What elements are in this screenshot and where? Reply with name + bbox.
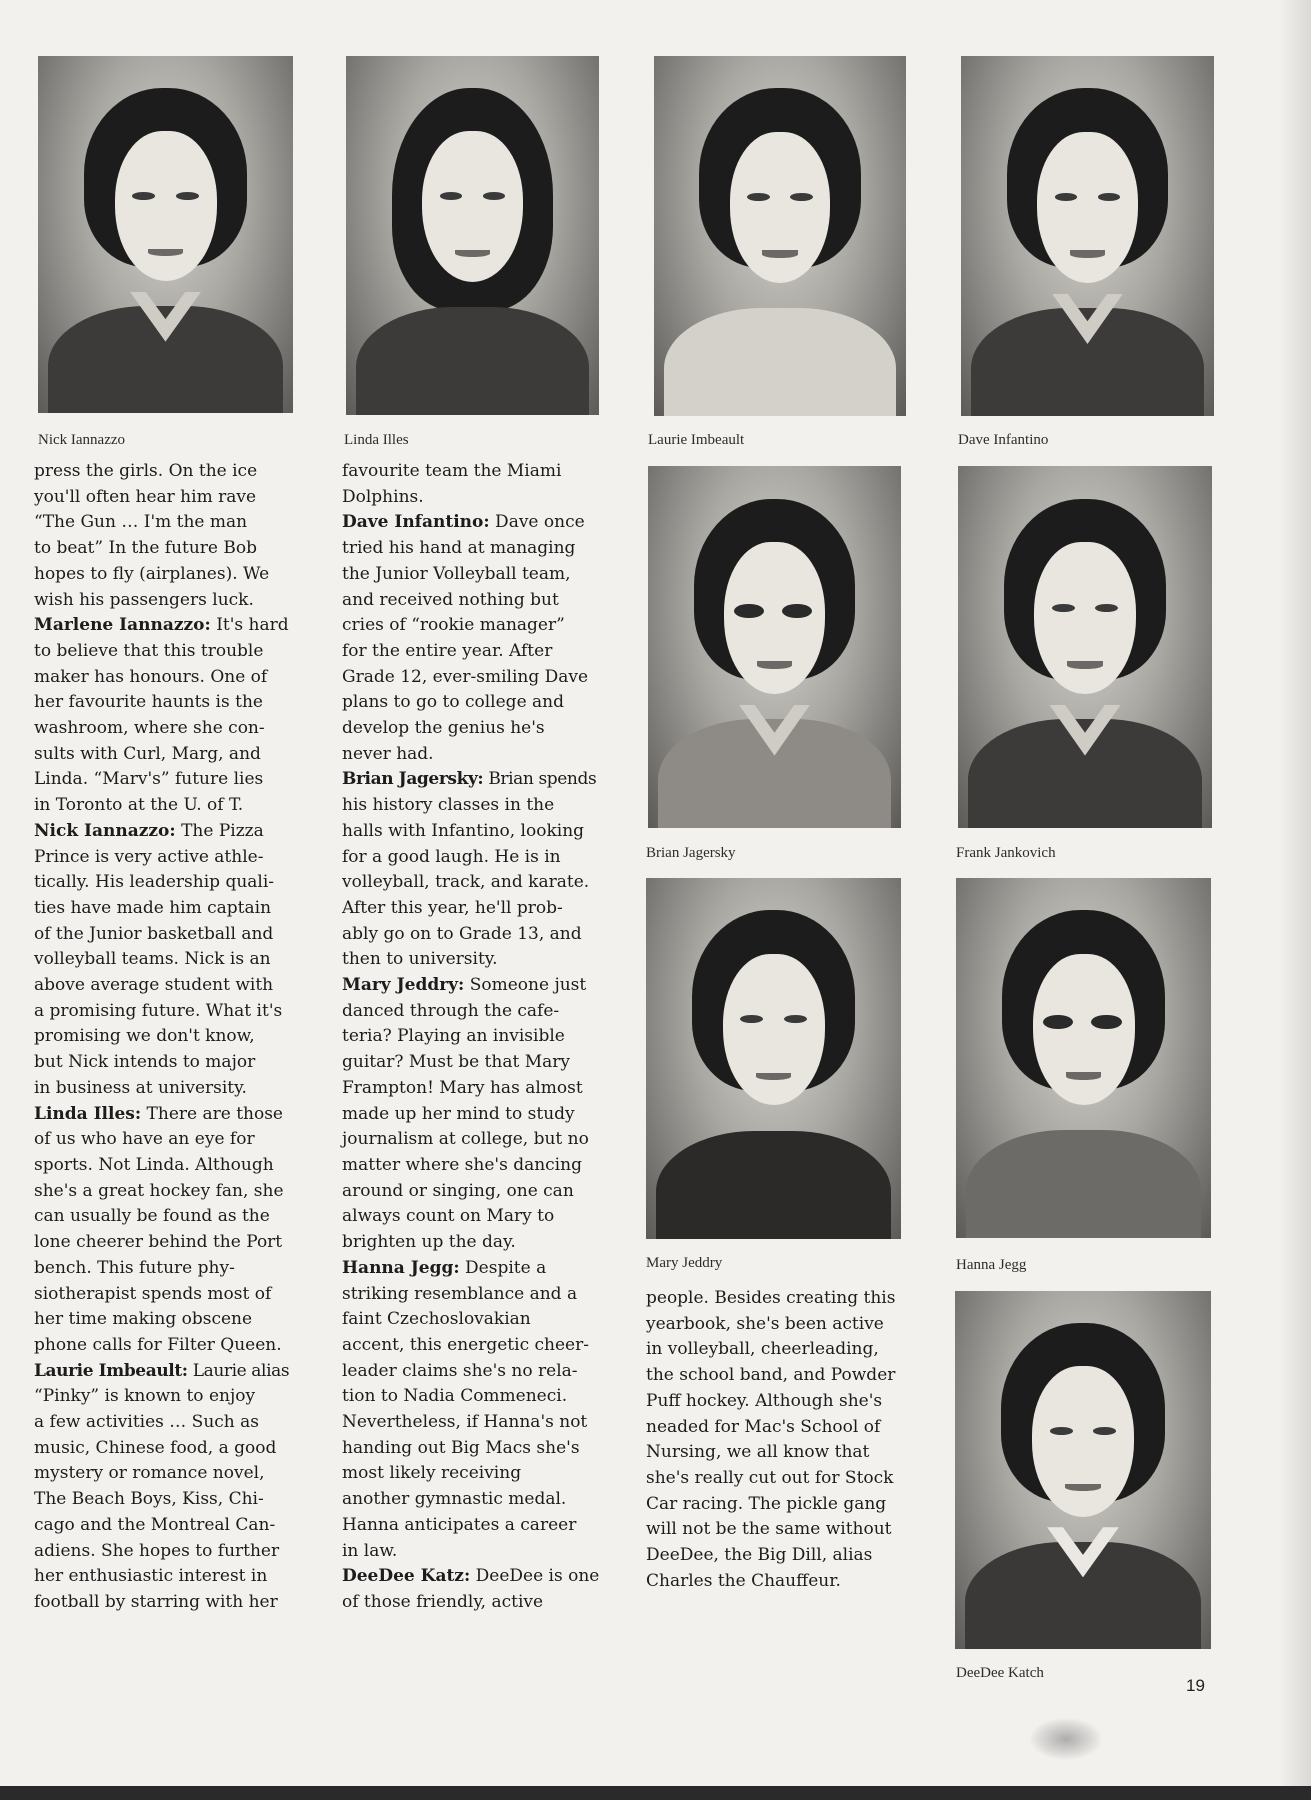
bio-line xyxy=(34,562,294,588)
bio-column-3 xyxy=(646,1286,906,1594)
bio-line xyxy=(342,1204,602,1230)
bio-text: favourite team the Miami xyxy=(342,461,562,481)
bio-text: “Pinky” is known to enjoy xyxy=(34,1386,256,1407)
bio-text: bench. This future phy- xyxy=(34,1257,235,1278)
bio-line xyxy=(342,1436,602,1462)
bio-text: to believe that this trouble xyxy=(34,640,264,661)
bio-line xyxy=(34,896,294,922)
bio-line xyxy=(342,1333,602,1359)
bio-text: another gymnastic medal. xyxy=(342,1489,567,1510)
bio-text: never had. xyxy=(342,743,434,764)
bio-line xyxy=(646,1440,906,1466)
bio-line xyxy=(342,1590,602,1616)
bio-text: volleyball, track, and karate. xyxy=(342,872,590,893)
bio-line xyxy=(646,1312,906,1338)
photo-caption: Brian Jagersky xyxy=(646,845,736,861)
ink-smudge xyxy=(1030,1718,1102,1760)
bio-text: “The Gun … I'm the man xyxy=(34,512,248,533)
bio-line xyxy=(34,613,294,639)
bio-line xyxy=(34,588,294,614)
bio-column-1 xyxy=(34,459,294,1616)
bio-line xyxy=(342,1307,602,1333)
bio-text: above average student with xyxy=(34,975,274,996)
bio-text: ties have made him captain xyxy=(34,897,272,918)
bio-line xyxy=(34,1024,294,1050)
bio-text: brighten up the day. xyxy=(342,1232,516,1253)
bio-line xyxy=(342,1282,602,1308)
bio-line xyxy=(342,1127,602,1153)
bio-line xyxy=(342,1410,602,1436)
student-name: Mary Jeddry: xyxy=(342,975,465,996)
bio-text: for a good laugh. He is in xyxy=(342,846,561,867)
bio-line xyxy=(34,922,294,948)
bio-line xyxy=(34,510,294,536)
bio-line xyxy=(342,793,602,819)
bio-column-2 xyxy=(342,459,602,1616)
bio-line xyxy=(342,613,602,639)
bio-text: she's really cut out for Stock xyxy=(646,1467,894,1488)
bio-line xyxy=(342,742,602,768)
bio-text: adiens. She hopes to further xyxy=(34,1540,280,1561)
bio-text: siotherapist spends most of xyxy=(34,1283,272,1304)
bio-line xyxy=(342,1359,602,1385)
bio-line xyxy=(34,536,294,562)
bio-line xyxy=(34,1127,294,1153)
bio-line xyxy=(342,1539,602,1565)
bio-line xyxy=(34,767,294,793)
bio-line xyxy=(342,459,602,485)
bio-line xyxy=(34,1307,294,1333)
bio-text: to beat” In the future Bob xyxy=(34,538,258,559)
bio-text: Charles the Chauffeur. xyxy=(646,1570,841,1591)
bio-text: sults with Curl, Marg, and xyxy=(34,743,261,764)
bio-text: tion to Nadia Commeneci. xyxy=(342,1386,568,1407)
bio-text: faint Czechoslovakian xyxy=(342,1309,531,1330)
bio-text: the Junior Volleyball team, xyxy=(342,563,571,584)
student-name: Laurie Imbeault: xyxy=(34,1360,188,1381)
bio-line xyxy=(342,1230,602,1256)
bio-line xyxy=(34,1050,294,1076)
bio-text: music, Chinese food, a good xyxy=(34,1437,277,1458)
bio-text: most likely receiving xyxy=(342,1463,522,1484)
bio-text: around or singing, one can xyxy=(342,1180,574,1201)
bio-text: phone calls for Filter Queen. xyxy=(34,1334,282,1355)
bio-text: tried his hand at managing xyxy=(342,538,576,559)
bio-line xyxy=(34,1333,294,1359)
bio-line xyxy=(646,1543,906,1569)
bio-line xyxy=(342,819,602,845)
bio-line xyxy=(34,1359,294,1385)
photo-caption: Frank Jankovich xyxy=(956,845,1056,861)
bio-line xyxy=(34,1179,294,1205)
portrait-photo xyxy=(346,56,599,415)
bio-line xyxy=(34,716,294,742)
bio-line xyxy=(342,1513,602,1539)
bio-line xyxy=(34,1282,294,1308)
bio-text: and received nothing but xyxy=(342,589,559,610)
bio-line xyxy=(34,1230,294,1256)
bio-text: journalism at college, but no xyxy=(342,1129,589,1150)
bio-text: Despite a xyxy=(459,1257,547,1278)
bio-text: of the Junior basketball and xyxy=(34,923,274,944)
bio-text: his history classes in the xyxy=(342,795,555,816)
bio-line xyxy=(34,1590,294,1616)
bio-line xyxy=(342,922,602,948)
bio-text: will not be the same without xyxy=(646,1519,892,1540)
bio-line xyxy=(34,870,294,896)
bio-line xyxy=(34,973,294,999)
bio-line xyxy=(34,690,294,716)
bio-text: promising we don't know, xyxy=(34,1026,255,1047)
bio-line xyxy=(342,1487,602,1513)
bio-text: cago and the Montreal Can- xyxy=(34,1514,276,1535)
bio-text: cries of “rookie manager” xyxy=(342,615,565,636)
bio-text: in Toronto at the U. of T. xyxy=(34,795,244,816)
bio-line xyxy=(34,1204,294,1230)
bio-line xyxy=(342,973,602,999)
bio-line xyxy=(342,665,602,691)
bio-text: a few activities … Such as xyxy=(34,1412,260,1433)
bio-text: plans to go to college and xyxy=(342,692,564,713)
bio-text: hopes to fly (airplanes). We xyxy=(34,563,270,584)
bio-text: Nevertheless, if Hanna's not xyxy=(342,1412,588,1433)
bio-line xyxy=(342,1461,602,1487)
student-name: Dave Infantino: xyxy=(342,512,490,533)
bio-text: There are those xyxy=(141,1103,283,1124)
bio-line xyxy=(646,1363,906,1389)
bio-line xyxy=(34,793,294,819)
bio-line xyxy=(34,1256,294,1282)
photo-caption: DeeDee Katch xyxy=(956,1665,1044,1681)
bio-line xyxy=(34,459,294,485)
bio-text: always count on Mary to xyxy=(342,1206,555,1227)
bio-text: her time making obscene xyxy=(34,1309,253,1330)
photo-caption: Nick Iannazzo xyxy=(38,432,126,448)
bio-line xyxy=(342,690,602,716)
bio-line xyxy=(34,1564,294,1590)
bio-text: you'll often hear him rave xyxy=(34,486,257,507)
bio-text: The Beach Boys, Kiss, Chi- xyxy=(34,1489,264,1510)
bio-text: Dolphins. xyxy=(342,486,424,507)
bio-line xyxy=(342,947,602,973)
bio-text: Nursing, we all know that xyxy=(646,1442,870,1463)
bio-text: Frampton! Mary has almost xyxy=(342,1077,583,1098)
bio-text: Dave once xyxy=(489,512,585,533)
bio-line xyxy=(34,742,294,768)
bio-text: made up her mind to study xyxy=(342,1103,575,1124)
bio-line xyxy=(342,870,602,896)
bio-line xyxy=(34,1539,294,1565)
bio-line xyxy=(342,536,602,562)
bio-line xyxy=(34,947,294,973)
bio-text: tically. His leadership quali- xyxy=(34,872,275,893)
bio-line xyxy=(342,639,602,665)
bio-text: her favourite haunts is the xyxy=(34,692,263,713)
bio-line xyxy=(342,767,602,793)
bio-line xyxy=(342,1076,602,1102)
bio-line xyxy=(34,819,294,845)
bio-text: Brian spends xyxy=(483,769,597,790)
bio-text: Someone just xyxy=(464,975,587,996)
bio-text: DeeDee, the Big Dill, alias xyxy=(646,1545,873,1566)
bio-line xyxy=(342,1102,602,1128)
bio-line xyxy=(34,665,294,691)
photo-caption: Linda Illes xyxy=(344,432,409,448)
bio-text: for the entire year. After xyxy=(342,640,553,661)
bio-text: teria? Playing an invisible xyxy=(342,1026,565,1047)
bio-text: ably go on to Grade 13, and xyxy=(342,923,582,944)
bio-text: maker has honours. One of xyxy=(34,666,268,687)
bio-line xyxy=(646,1415,906,1441)
page-number: 19 xyxy=(1186,1676,1205,1695)
bio-text: striking resemblance and a xyxy=(342,1283,578,1304)
bio-line xyxy=(342,1179,602,1205)
bio-text: the school band, and Powder xyxy=(646,1365,896,1386)
photo-caption: Mary Jeddry xyxy=(646,1255,723,1271)
bio-text: Linda. “Marv's” future lies xyxy=(34,769,264,790)
bio-text: in volleyball, cheerleading, xyxy=(646,1339,879,1360)
bio-text: It's hard xyxy=(210,615,289,636)
bio-text: she's a great hockey fan, she xyxy=(34,1180,284,1201)
bio-text: After this year, he'll prob- xyxy=(342,897,563,918)
bio-line xyxy=(342,716,602,742)
bio-text: mystery or romance novel, xyxy=(34,1463,265,1484)
portrait-photo xyxy=(654,56,906,416)
bio-text: football by starring with her xyxy=(34,1591,278,1612)
portrait-photo xyxy=(961,56,1214,416)
bio-text: guitar? Must be that Mary xyxy=(342,1052,570,1073)
bio-text: can usually be found as the xyxy=(34,1206,270,1227)
bio-text: accent, this energetic cheer- xyxy=(342,1334,589,1355)
bio-text: leader claims she's no rela- xyxy=(342,1360,578,1381)
portrait-photo xyxy=(958,466,1212,828)
bio-line xyxy=(34,1461,294,1487)
bio-text: in law. xyxy=(342,1540,398,1561)
bio-text: Car racing. The pickle gang xyxy=(646,1493,887,1514)
bio-text: her enthusiastic interest in xyxy=(34,1566,268,1587)
bio-line xyxy=(646,1337,906,1363)
bio-text: develop the genius he's xyxy=(342,718,545,739)
student-name: Linda Illes: xyxy=(34,1103,142,1124)
bio-line xyxy=(342,588,602,614)
bio-text: washroom, where she con- xyxy=(34,718,265,739)
bio-line xyxy=(646,1492,906,1518)
bio-line xyxy=(34,485,294,511)
bio-line xyxy=(34,1153,294,1179)
page-edge-shadow xyxy=(1279,0,1311,1800)
portrait-photo xyxy=(648,466,901,828)
bio-text: DeeDee is one xyxy=(470,1566,600,1587)
bio-text: yearbook, she's been active xyxy=(646,1313,884,1334)
bio-line xyxy=(342,1564,602,1590)
bio-line xyxy=(342,562,602,588)
bio-text: press the girls. On the ice xyxy=(34,461,258,481)
bio-line xyxy=(34,999,294,1025)
bio-line xyxy=(34,639,294,665)
bio-text: people. Besides creating this xyxy=(646,1288,896,1308)
bio-text: in business at university. xyxy=(34,1077,247,1098)
student-name: Brian Jagersky: xyxy=(342,769,484,790)
bio-line xyxy=(342,1050,602,1076)
bio-text: sports. Not Linda. Although xyxy=(34,1154,274,1175)
bio-text: Hanna anticipates a career xyxy=(342,1514,577,1535)
bio-text: then to university. xyxy=(342,949,498,970)
bio-text: lone cheerer behind the Port xyxy=(34,1232,283,1253)
bio-text: volleyball teams. Nick is an xyxy=(34,949,271,970)
bio-text: Prince is very active athle- xyxy=(34,846,264,867)
bio-text: halls with Infantino, looking xyxy=(342,820,585,841)
bio-line xyxy=(646,1466,906,1492)
bio-line xyxy=(34,1513,294,1539)
bio-line xyxy=(34,1436,294,1462)
portrait-photo xyxy=(956,878,1211,1238)
photo-caption: Hanna Jegg xyxy=(956,1257,1027,1273)
bio-line xyxy=(646,1389,906,1415)
photo-caption: Laurie Imbeault xyxy=(648,432,745,448)
bio-text: a promising future. What it's xyxy=(34,1000,283,1021)
bio-line xyxy=(342,999,602,1025)
bio-line xyxy=(342,896,602,922)
bio-line xyxy=(342,1256,602,1282)
portrait-photo xyxy=(38,56,293,413)
portrait-photo xyxy=(955,1291,1211,1649)
bio-text: Grade 12, ever-smiling Dave xyxy=(342,666,589,687)
bio-text: handing out Big Macs she's xyxy=(342,1437,580,1458)
bio-line xyxy=(342,485,602,511)
student-name: Nick Iannazzo: xyxy=(34,820,176,841)
bio-text: of us who have an eye for xyxy=(34,1129,255,1150)
bio-line xyxy=(342,845,602,871)
bio-line xyxy=(646,1286,906,1312)
student-name: DeeDee Katz: xyxy=(342,1566,471,1587)
bio-line xyxy=(34,1384,294,1410)
bio-line xyxy=(646,1517,906,1543)
bio-line xyxy=(342,1153,602,1179)
photo-caption: Dave Infantino xyxy=(958,432,1049,448)
bio-line xyxy=(34,1487,294,1513)
bio-text: Laurie alias xyxy=(187,1360,290,1381)
student-name: Marlene Iannazzo: xyxy=(34,615,211,636)
bio-line xyxy=(34,1076,294,1102)
portrait-photo xyxy=(646,878,901,1239)
bio-line xyxy=(34,1410,294,1436)
bio-line xyxy=(342,510,602,536)
bio-text: matter where she's dancing xyxy=(342,1154,582,1175)
bio-line xyxy=(342,1024,602,1050)
student-name: Hanna Jegg: xyxy=(342,1257,460,1278)
bio-line xyxy=(34,845,294,871)
bio-line xyxy=(342,1384,602,1410)
bio-line xyxy=(646,1569,906,1595)
bio-text: of those friendly, active xyxy=(342,1591,544,1612)
scan-edge-bar xyxy=(0,1786,1311,1800)
bio-text: wish his passengers luck. xyxy=(34,589,254,610)
bio-text: neaded for Mac's School of xyxy=(646,1416,881,1437)
bio-text: Puff hockey. Although she's xyxy=(646,1390,883,1411)
bio-text: The Pizza xyxy=(175,820,264,841)
bio-line xyxy=(34,1102,294,1128)
bio-text: but Nick intends to major xyxy=(34,1052,256,1073)
bio-text: danced through the cafe- xyxy=(342,1000,560,1021)
